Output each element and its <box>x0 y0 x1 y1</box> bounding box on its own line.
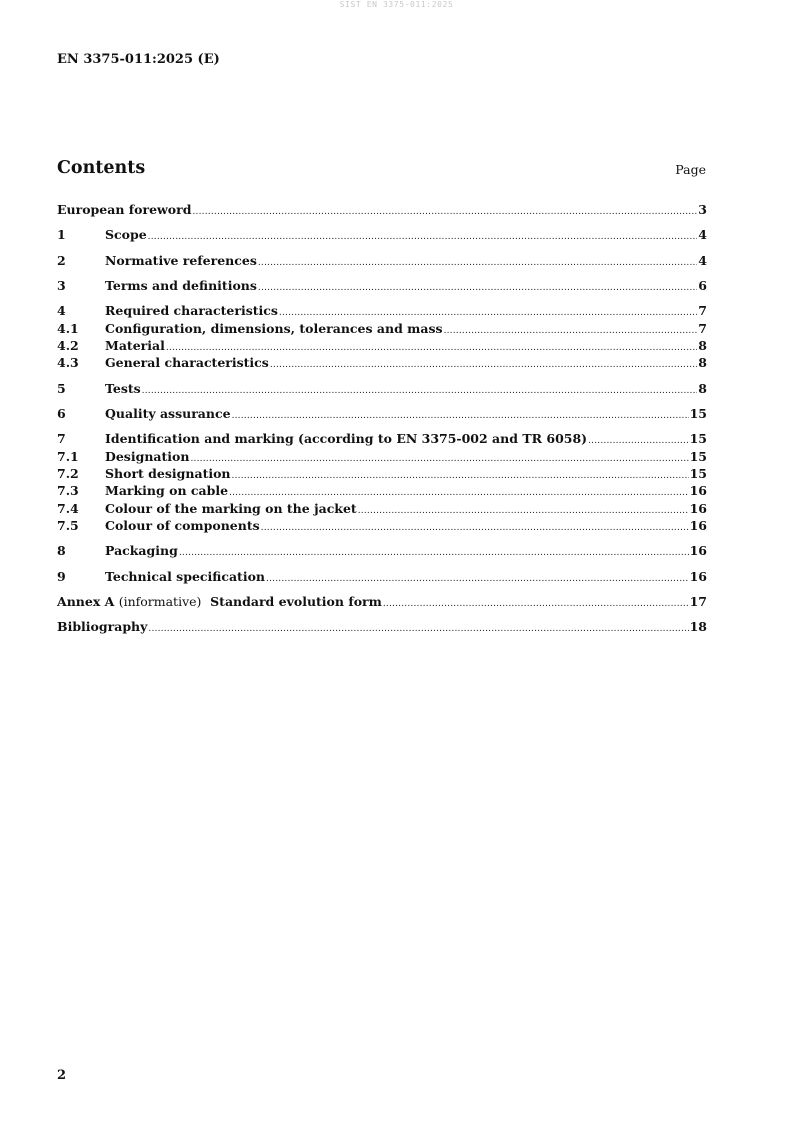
toc-entry-technical-specification[interactable] <box>57 568 707 585</box>
toc-entry-number: 8 <box>57 543 66 559</box>
dot-leader <box>588 433 689 450</box>
toc-entry-number: 3 <box>57 277 66 293</box>
toc-entry-material[interactable] <box>57 337 707 354</box>
document-id: EN 3375-011:2025 (E) <box>57 52 220 67</box>
annex-label: Annex A <box>57 593 115 609</box>
toc-entry-title: General characteristics <box>105 355 269 371</box>
toc-entry-scope[interactable] <box>57 226 707 243</box>
toc-entry-number: 5 <box>57 380 66 396</box>
toc-entry-title: Marking on cable <box>105 483 229 499</box>
toc-entry-page: 4 <box>698 227 707 243</box>
toc-entry-title: Designation <box>105 448 190 464</box>
toc-entry-title: Scope <box>105 227 147 243</box>
annex-title: Standard evolution form <box>210 593 382 609</box>
toc-entry-title: Quality assurance <box>105 405 231 421</box>
toc-entry-page: 3 <box>698 202 707 217</box>
toc-entry-title: Colour of components <box>105 518 260 534</box>
page-column-label: Page <box>675 162 706 177</box>
toc-entry-short-designation[interactable] <box>57 465 707 482</box>
toc-entry-title: Required characteristics <box>105 303 278 319</box>
toc-entry-number: 7.1 <box>57 448 79 464</box>
toc-entry-title: Colour of the marking on the jacket <box>105 500 357 516</box>
toc-entry-title: European foreword <box>57 202 192 217</box>
toc-entry-title: Material <box>105 337 165 353</box>
dot-leader <box>179 545 689 562</box>
dot-leader <box>258 255 697 272</box>
dot-leader <box>358 503 689 520</box>
toc-entry-title: Short designation <box>105 465 231 481</box>
toc-entry-number: 7 <box>57 431 66 447</box>
toc-entry-configuration[interactable] <box>57 320 707 337</box>
toc-entry-page: 15 <box>689 431 707 447</box>
dot-leader <box>232 468 689 485</box>
toc-entry-page: 8 <box>698 337 707 353</box>
toc-entry-number: 2 <box>57 252 66 268</box>
dot-leader <box>142 383 698 400</box>
toc-entry-page: 15 <box>689 405 707 421</box>
toc-entry-page: 16 <box>689 543 707 559</box>
dot-leader <box>444 323 698 340</box>
toc-entry-number: 7.4 <box>57 500 79 516</box>
toc-entry-number: 7.2 <box>57 465 79 481</box>
toc-entry-marking-on-cable[interactable] <box>57 482 707 499</box>
toc-entry-terms-and-definitions[interactable] <box>57 277 707 294</box>
toc-entry-page: 16 <box>689 568 707 584</box>
toc-entry-quality-assurance[interactable] <box>57 405 707 422</box>
dot-leader <box>261 520 689 537</box>
toc-entry-title: Tests <box>105 380 141 396</box>
dot-leader <box>270 357 697 374</box>
toc-entry-annex-a[interactable] <box>57 593 707 610</box>
toc-entry-required-characteristics[interactable] <box>57 302 707 319</box>
toc-entry-page: 7 <box>698 320 707 336</box>
toc-entry-title: Terms and definitions <box>105 277 257 293</box>
toc-entry-page: 8 <box>698 380 707 396</box>
toc-entry-title: Technical specification <box>105 568 266 584</box>
toc-entry-page: 15 <box>689 465 707 481</box>
toc-entry-general-characteristics[interactable] <box>57 354 707 371</box>
toc-entry-title <box>57 593 382 610</box>
toc-entry-number: 4.2 <box>57 337 79 353</box>
toc-entry-number: 4.3 <box>57 355 79 371</box>
toc-entry-page: 16 <box>689 518 707 534</box>
page-number: 2 <box>57 1068 67 1083</box>
table-of-contents <box>57 201 707 636</box>
toc-entry-colour-of-marking[interactable] <box>57 500 707 517</box>
toc-entry-number: 7.5 <box>57 518 79 534</box>
toc-entry-page: 16 <box>689 483 707 499</box>
toc-entry-number: 7.3 <box>57 483 79 499</box>
toc-entry-number: 4 <box>57 303 66 319</box>
toc-entry-title: Configuration, dimensions, tolerances and mass <box>105 320 443 336</box>
toc-entry-title: Packaging <box>105 543 178 559</box>
toc-entry-page: 6 <box>698 277 707 293</box>
toc-entry-tests[interactable] <box>57 380 707 397</box>
toc-entry-title: Identification and marking (according to EN 3375-002 and TR 6058) <box>105 431 588 447</box>
toc-entry-page: 8 <box>698 355 707 371</box>
toc-entry-page: 15 <box>689 448 707 464</box>
toc-entry-designation[interactable] <box>57 448 707 465</box>
toc-entry-european-foreword[interactable] <box>57 201 707 218</box>
dot-leader <box>232 408 689 425</box>
dot-leader <box>148 229 698 246</box>
toc-entry-bibliography[interactable] <box>57 618 707 635</box>
toc-entry-number: 9 <box>57 568 66 584</box>
dot-leader <box>190 451 688 468</box>
annex-informative-note: (informative) <box>118 593 202 609</box>
dot-leader <box>258 280 697 297</box>
dot-leader <box>192 204 697 221</box>
toc-entry-page: 16 <box>689 500 707 516</box>
toc-entry-page: 4 <box>698 252 707 268</box>
dot-leader <box>383 596 689 613</box>
toc-entry-number: 4.1 <box>57 320 79 336</box>
toc-entry-page: 7 <box>698 303 707 319</box>
dot-leader <box>266 571 689 588</box>
toc-entry-identification-and-marking[interactable] <box>57 430 707 447</box>
dot-leader <box>148 621 688 638</box>
toc-entry-page: 17 <box>689 593 707 609</box>
toc-entry-page: 18 <box>689 619 707 635</box>
toc-entry-title: Bibliography <box>57 619 148 635</box>
contents-heading: Contents <box>57 158 146 178</box>
toc-entry-packaging[interactable] <box>57 542 707 559</box>
toc-entry-colour-of-components[interactable] <box>57 517 707 534</box>
toc-entry-number: 1 <box>57 227 66 243</box>
toc-entry-number: 6 <box>57 405 66 421</box>
toc-entry-title: Normative references <box>105 252 257 268</box>
watermark: SIST EN 3375-011:2025 <box>339 0 454 9</box>
toc-entry-normative-references[interactable] <box>57 252 707 269</box>
